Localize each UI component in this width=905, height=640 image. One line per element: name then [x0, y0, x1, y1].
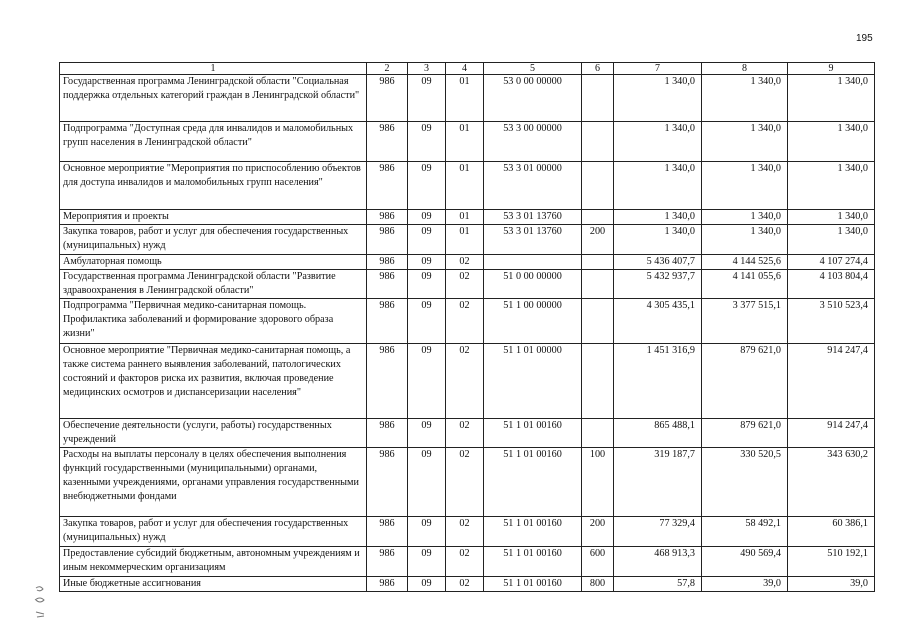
cell-section: 09 [408, 162, 446, 210]
cell-amount-8: 1 340,0 [702, 210, 788, 225]
header-cell: 3 [408, 63, 446, 75]
cell-type [582, 299, 614, 344]
cell-subsection: 02 [446, 270, 484, 299]
cell-code: 986 [367, 419, 408, 448]
cell-amount-7: 1 340,0 [614, 122, 702, 162]
cell-amount-9: 914 247,4 [788, 344, 875, 419]
cell-type [582, 270, 614, 299]
cell-subsection: 02 [446, 344, 484, 419]
cell-subsection: 02 [446, 419, 484, 448]
row-name: Иные бюджетные ассигнования [60, 577, 367, 592]
cell-target: 51 1 01 00160 [484, 547, 582, 577]
table-row [60, 448, 875, 517]
table-row [60, 577, 875, 592]
header-cell: 6 [582, 63, 614, 75]
cell-subsection: 02 [446, 517, 484, 547]
table-row [60, 210, 875, 225]
row-name: Основное мероприятие "Мероприятия по приспособлению объектов для доступа инвалидов и маломобильных групп населения" [60, 162, 367, 210]
cell-code: 986 [367, 75, 408, 122]
cell-code: 986 [367, 122, 408, 162]
row-name: Подпрограмма "Первичная медико-санитарная помощь. Профилактика заболеваний и формирование здорового образа жизни" [60, 299, 367, 344]
page-number: 195 [856, 33, 873, 44]
cell-target: 53 3 01 13760 [484, 210, 582, 225]
cell-amount-8: 330 520,5 [702, 448, 788, 517]
cell-amount-9: 39,0 [788, 577, 875, 592]
cell-subsection: 02 [446, 577, 484, 592]
cell-amount-8: 490 569,4 [702, 547, 788, 577]
cell-type [582, 255, 614, 270]
row-name: Мероприятия и проекты [60, 210, 367, 225]
row-name: Обеспечение деятельности (услуги, работы) государственных учреждений [60, 419, 367, 448]
cell-amount-8: 39,0 [702, 577, 788, 592]
cell-target: 53 3 01 00000 [484, 162, 582, 210]
cell-amount-9: 3 510 523,4 [788, 299, 875, 344]
cell-code: 986 [367, 299, 408, 344]
header-cell: 1 [60, 63, 367, 75]
header-cell: 4 [446, 63, 484, 75]
row-name: Закупка товаров, работ и услуг для обеспечения государственных (муниципальных) нужд [60, 225, 367, 255]
table-row [60, 344, 875, 419]
cell-subsection: 01 [446, 225, 484, 255]
cell-section: 09 [408, 547, 446, 577]
cell-amount-9: 4 103 804,4 [788, 270, 875, 299]
cell-code: 986 [367, 162, 408, 210]
cell-subsection: 02 [446, 547, 484, 577]
row-name: Расходы на выплаты персоналу в целях обеспечения выполнения функций государственными (муниципальными) органами, казенными учреждениями, органами управления государственными внебюджетными фондами [60, 448, 367, 517]
cell-amount-7: 1 340,0 [614, 210, 702, 225]
cell-amount-8: 1 340,0 [702, 225, 788, 255]
cell-type: 200 [582, 225, 614, 255]
cell-section: 09 [408, 255, 446, 270]
cell-amount-7: 1 340,0 [614, 225, 702, 255]
budget-table [59, 62, 875, 592]
cell-amount-7: 1 340,0 [614, 75, 702, 122]
cell-amount-9: 343 630,2 [788, 448, 875, 517]
cell-amount-8: 1 340,0 [702, 75, 788, 122]
cell-amount-9: 510 192,1 [788, 547, 875, 577]
cell-section: 09 [408, 577, 446, 592]
cell-section: 09 [408, 517, 446, 547]
margin-scribble [32, 584, 54, 624]
cell-code: 986 [367, 225, 408, 255]
cell-subsection: 02 [446, 299, 484, 344]
table-row [60, 255, 875, 270]
cell-type: 200 [582, 517, 614, 547]
row-name: Закупка товаров, работ и услуг для обеспечения государственных (муниципальных) нужд [60, 517, 367, 547]
header-cell: 5 [484, 63, 582, 75]
cell-amount-7: 5 436 407,7 [614, 255, 702, 270]
cell-subsection: 01 [446, 210, 484, 225]
cell-amount-9: 1 340,0 [788, 75, 875, 122]
cell-amount-7: 319 187,7 [614, 448, 702, 517]
cell-type: 600 [582, 547, 614, 577]
table-row [60, 547, 875, 577]
row-name: Амбулаторная помощь [60, 255, 367, 270]
table-row [60, 225, 875, 255]
cell-amount-8: 3 377 515,1 [702, 299, 788, 344]
cell-amount-9: 1 340,0 [788, 162, 875, 210]
cell-type [582, 210, 614, 225]
cell-subsection: 02 [446, 448, 484, 517]
cell-target: 53 3 00 00000 [484, 122, 582, 162]
cell-target [484, 255, 582, 270]
cell-section: 09 [408, 299, 446, 344]
row-name: Государственная программа Ленинградской области "Социальная поддержка отдельных категорий граждан в Ленинградской области" [60, 75, 367, 122]
cell-type [582, 122, 614, 162]
table-row [60, 75, 875, 122]
cell-section: 09 [408, 344, 446, 419]
cell-target: 51 1 01 00000 [484, 344, 582, 419]
cell-amount-7: 4 305 435,1 [614, 299, 702, 344]
cell-section: 09 [408, 210, 446, 225]
header-row [60, 63, 875, 75]
cell-target: 51 1 01 00160 [484, 448, 582, 517]
cell-amount-7: 5 432 937,7 [614, 270, 702, 299]
cell-subsection: 02 [446, 255, 484, 270]
cell-amount-9: 1 340,0 [788, 210, 875, 225]
row-name: Основное мероприятие "Первичная медико-санитарная помощь, а также система раннего выявления заболеваний, патологических состояний и факторов риска их развития, включая проведение медицинских осмотров и диспансеризации населения" [60, 344, 367, 419]
cell-amount-9: 1 340,0 [788, 225, 875, 255]
cell-section: 09 [408, 75, 446, 122]
cell-code: 986 [367, 577, 408, 592]
table-row [60, 299, 875, 344]
cell-code: 986 [367, 448, 408, 517]
cell-amount-8: 879 621,0 [702, 419, 788, 448]
table-row [60, 517, 875, 547]
row-name: Государственная программа Ленинградской области "Развитие здравоохранения в Ленинградской области" [60, 270, 367, 299]
cell-amount-7: 77 329,4 [614, 517, 702, 547]
cell-type: 100 [582, 448, 614, 517]
cell-amount-8: 1 340,0 [702, 122, 788, 162]
cell-subsection: 01 [446, 162, 484, 210]
cell-target: 53 0 00 00000 [484, 75, 582, 122]
cell-target: 51 1 01 00160 [484, 419, 582, 448]
cell-code: 986 [367, 270, 408, 299]
cell-type [582, 162, 614, 210]
cell-amount-8: 58 492,1 [702, 517, 788, 547]
cell-section: 09 [408, 122, 446, 162]
cell-amount-8: 879 621,0 [702, 344, 788, 419]
header-cell: 2 [367, 63, 408, 75]
cell-target: 53 3 01 13760 [484, 225, 582, 255]
cell-amount-8: 4 141 055,6 [702, 270, 788, 299]
header-cell: 9 [788, 63, 875, 75]
table-row [60, 162, 875, 210]
cell-amount-9: 914 247,4 [788, 419, 875, 448]
cell-type [582, 419, 614, 448]
cell-target: 51 1 00 00000 [484, 299, 582, 344]
cell-subsection: 01 [446, 122, 484, 162]
cell-amount-7: 468 913,3 [614, 547, 702, 577]
cell-target: 51 1 01 00160 [484, 577, 582, 592]
cell-amount-7: 1 451 316,9 [614, 344, 702, 419]
cell-amount-8: 4 144 525,6 [702, 255, 788, 270]
cell-amount-7: 57,8 [614, 577, 702, 592]
cell-type [582, 75, 614, 122]
cell-code: 986 [367, 344, 408, 419]
cell-section: 09 [408, 448, 446, 517]
cell-amount-9: 60 386,1 [788, 517, 875, 547]
cell-amount-7: 865 488,1 [614, 419, 702, 448]
cell-type [582, 344, 614, 419]
cell-amount-9: 1 340,0 [788, 122, 875, 162]
table-row [60, 419, 875, 448]
cell-code: 986 [367, 255, 408, 270]
table-row [60, 122, 875, 162]
cell-section: 09 [408, 270, 446, 299]
cell-section: 09 [408, 225, 446, 255]
header-cell: 7 [614, 63, 702, 75]
cell-amount-7: 1 340,0 [614, 162, 702, 210]
row-name: Подпрограмма "Доступная среда для инвалидов и маломобильных групп населения в Ленинградской области" [60, 122, 367, 162]
row-name: Предоставление субсидий бюджетным, автономным учреждениям и иным некоммерческим организациям [60, 547, 367, 577]
cell-amount-9: 4 107 274,4 [788, 255, 875, 270]
cell-section: 09 [408, 419, 446, 448]
cell-target: 51 0 00 00000 [484, 270, 582, 299]
cell-target: 51 1 01 00160 [484, 517, 582, 547]
table-row [60, 270, 875, 299]
cell-code: 986 [367, 517, 408, 547]
cell-subsection: 01 [446, 75, 484, 122]
header-cell: 8 [702, 63, 788, 75]
cell-code: 986 [367, 210, 408, 225]
cell-type: 800 [582, 577, 614, 592]
cell-code: 986 [367, 547, 408, 577]
cell-amount-8: 1 340,0 [702, 162, 788, 210]
